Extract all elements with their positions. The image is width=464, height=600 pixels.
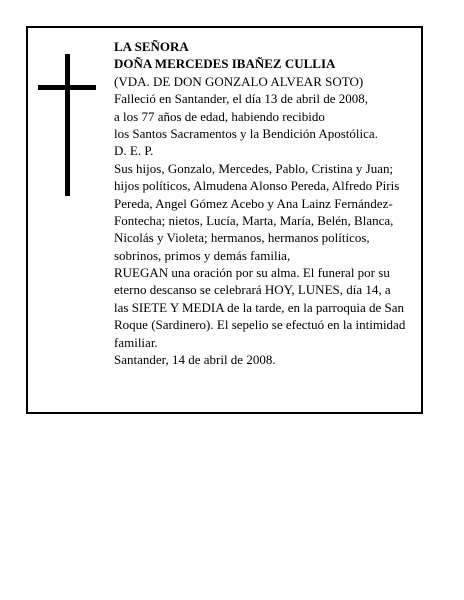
dep-line: D. E. P. bbox=[114, 143, 154, 159]
text-line: hijos políticos, Almudena Alonso Pereda, Alfredo Piris bbox=[114, 178, 400, 194]
text-line: sobrinos, primos y demás familia, bbox=[114, 247, 291, 263]
text-line: Fontecha; nietos, Lucía, Marta, María, Belén, Blanca, bbox=[114, 212, 394, 228]
text-line: Falleció en Santander, el día 13 de abril de 2008, bbox=[114, 91, 368, 107]
cross-vertical-bar bbox=[65, 54, 70, 196]
text-line: a los 77 años de edad, habiendo recibido bbox=[114, 108, 325, 124]
text-line: los Santos Sacramentos y la Bendición Apostólica. bbox=[114, 125, 378, 141]
text-line: Sus hijos, Gonzalo, Mercedes, Pablo, Cristina y Juan; bbox=[114, 160, 394, 176]
text-line: Pereda, Angel Gómez Acebo y Ana Lainz Fernández- bbox=[114, 195, 393, 211]
cross-horizontal-bar bbox=[38, 85, 96, 90]
text-line: las SIETE Y MEDIA de la tarde, en la parroquia de San bbox=[114, 299, 404, 315]
text-line: Nicolás y Violeta; hermanos, hermanos políticos, bbox=[114, 230, 370, 246]
text-line: RUEGAN una oración por su alma. El funeral por su bbox=[114, 265, 390, 281]
text-line: familiar. bbox=[114, 334, 158, 350]
text-line: Roque (Sardinero). El sepelio se efectuó en la intimidad bbox=[114, 317, 406, 333]
text-line: eterno descanso se celebrará HOY, LUNES, día 14, a bbox=[114, 282, 391, 298]
date-line: Santander, 14 de abril de 2008. bbox=[114, 352, 276, 368]
widow-of-line: (VDA. DE DON GONZALO ALVEAR SOTO) bbox=[114, 73, 364, 89]
obituary-text bbox=[114, 38, 424, 368]
title-line: LA SEÑORA bbox=[114, 39, 189, 54]
deceased-name: DOÑA MERCEDES IBAÑEZ CULLIA bbox=[114, 56, 336, 72]
